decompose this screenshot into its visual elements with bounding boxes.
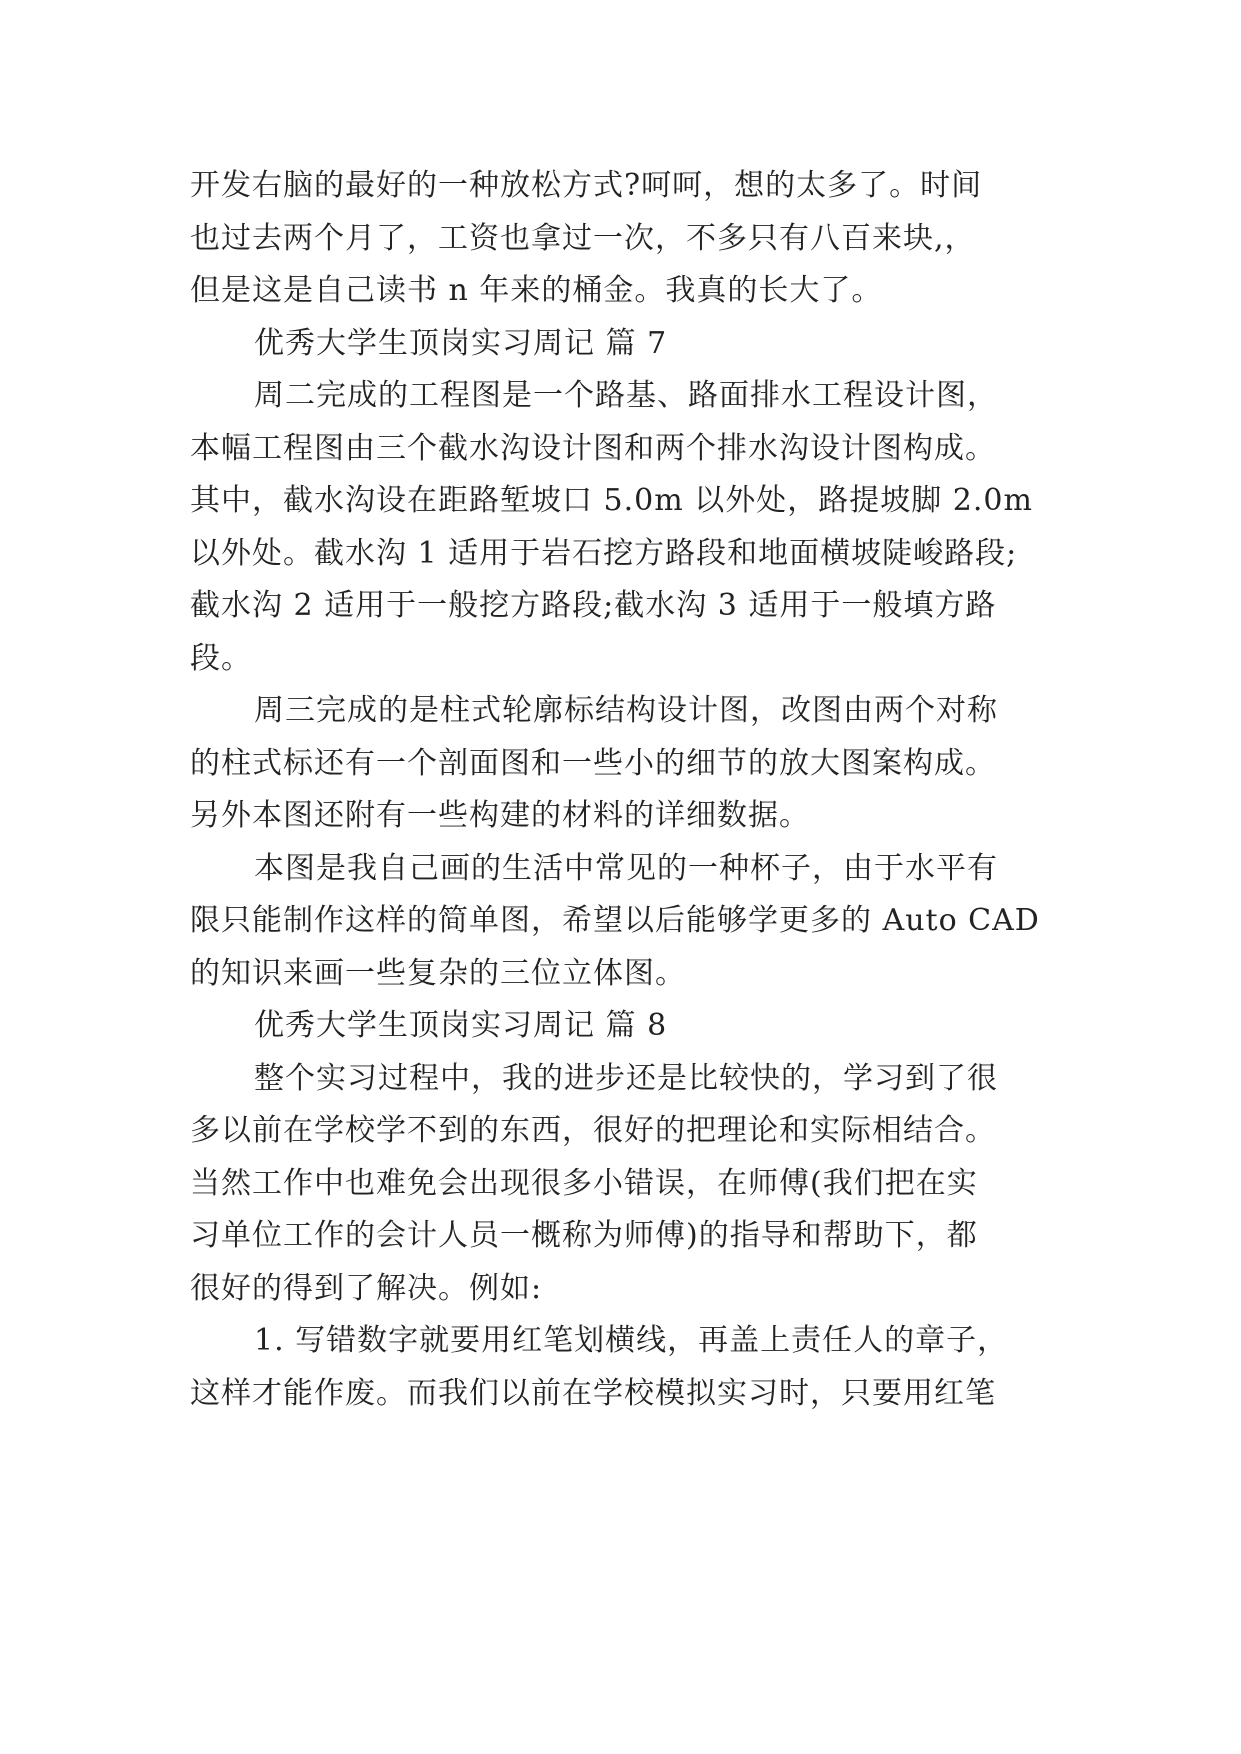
text-line: 这样才能作废。而我们以前在学校模拟实习时，只要用红笔	[190, 1375, 996, 1411]
text-line: 的知识来画一些复杂的三位立体图。	[190, 955, 686, 991]
text-line: 其中，截水沟设在距路堑坡口 5.0m 以外处，路提坡脚 2.0m	[190, 483, 1033, 518]
text-line: 习单位工作的会计人员一概称为师傅)的指导和帮助下，都	[190, 1218, 978, 1253]
text-line: 很好的得到了解决。例如:	[190, 1270, 543, 1306]
document-body	[190, 160, 1070, 1420]
text-line: 也过去两个月了，工资也拿过一次，不多只有八百来块,，	[190, 220, 976, 256]
text-line: 开发右脑的最好的一种放松方式?呵呵，想的太多了。时间	[190, 168, 983, 203]
text-line: 本幅工程图由三个截水沟设计图和两个排水沟设计图构成。	[190, 430, 996, 466]
text-line: 但是这是自己读书 n 年来的桶金。我真的长大了。	[190, 273, 883, 308]
section-heading: 优秀大学生顶岗实习周记 篇 7	[254, 325, 668, 361]
text-line: 周三完成的是柱式轮廓标结构设计图，改图由两个对称	[254, 693, 998, 728]
text-line: 本图是我自己画的生活中常见的一种杯子，由于水平有	[254, 850, 998, 886]
text-line: 周二完成的工程图是一个路基、路面排水工程设计图，	[254, 378, 998, 413]
text-line: 整个实习过程中，我的进步还是比较快的，学习到了很	[254, 1060, 998, 1096]
text-line: 1. 写错数字就要用红笔划横线，再盖上责任人的章子，	[254, 1323, 1009, 1358]
section-heading: 优秀大学生顶岗实习周记 篇 8	[254, 1008, 668, 1043]
text-line: 当然工作中也难免会出现很多小错误，在师傅(我们把在实	[190, 1165, 978, 1201]
text-line: 截水沟 2 适用于一般挖方路段;截水沟 3 适用于一般填方路	[190, 588, 997, 623]
text-line: 另外本图还附有一些构建的材料的详细数据。	[190, 798, 810, 833]
text-line: 的柱式标还有一个剖面图和一些小的细节的放大图案构成。	[190, 745, 996, 781]
text-line: 段。	[190, 640, 252, 676]
text-line: 多以前在学校学不到的东西，很好的把理论和实际相结合。	[190, 1113, 996, 1148]
text-line: 限只能制作这样的简单图，希望以后能够学更多的 Auto CAD	[190, 903, 1040, 938]
text-line: 以外处。截水沟 1 适用于岩石挖方路段和地面横坡陡峻路段;	[190, 535, 1018, 571]
